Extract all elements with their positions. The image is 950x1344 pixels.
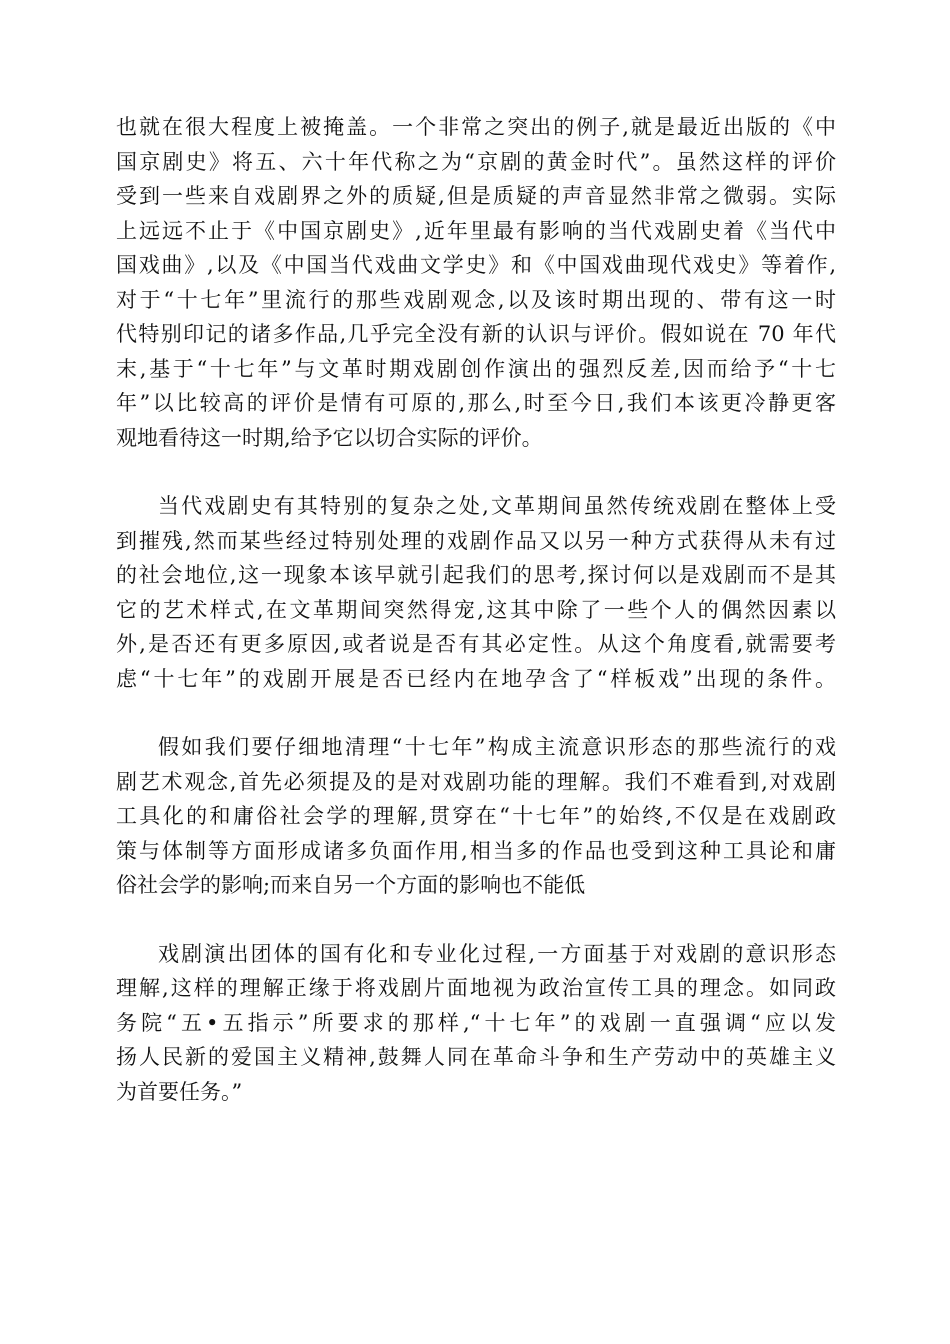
text-line: 当代戏剧史有其特别的复杂之处,文革期间虽然传统戏剧在整体上受 [158, 494, 836, 518]
text-line: 代特别印记的诸多作品,几乎完全没有新的认识与评价。假如说在 70 年代 [116, 322, 836, 346]
text-line: 国戏曲》,以及《中国当代戏曲文学史》和《中国戏曲现代戏史》等着作, [116, 253, 836, 277]
text-line: 剧艺术观念,首先必须提及的是对戏剧功能的理解。我们不难看到,对戏剧 [116, 769, 836, 794]
text-line: 也就在很大程度上被掩盖。一个非常之突出的例子,就是最近出版的《中 [116, 115, 836, 139]
text-line: 外,是否还有更多原因,或者说是否有其必定性。从这个角度看,就需要考 [116, 632, 836, 656]
paragraph-spacer [116, 903, 836, 937]
text-line: 俗社会学的影响;而来自另一个方面的影响也不能低 [116, 873, 586, 897]
paragraph-spacer [116, 696, 836, 730]
paragraph-spacer [116, 455, 836, 489]
text-line: 国京剧史》将五、六十年代称之为“京剧的黄金时代”。虽然这样的评价 [116, 149, 836, 174]
text-line: 的社会地位,这一现象本该早就引起我们的思考,探讨何以是戏剧而不是其 [116, 563, 836, 587]
text-line: 为首要任务。” [116, 1079, 243, 1104]
text-line: 它的艺术样式,在文革期间突然得宠,这其中除了一些个人的偶然因素以 [116, 597, 836, 622]
paragraph-1 [116, 110, 836, 455]
text-line: 戏剧演出团体的国有化和专业化过程,一方面基于对戏剧的意识形态 [158, 941, 836, 966]
text-line: 上远远不止于《中国京剧史》,近年里最有影响的当代戏剧史着《当代中 [116, 218, 836, 243]
text-line: 对于“十七年”里流行的那些戏剧观念,以及该时期出现的、带有这一时 [116, 287, 836, 312]
text-line: 策与体制等方面形成诸多负面作用,相当多的作品也受到这种工具论和庸 [116, 838, 836, 863]
text-line: 理解,这样的理解正缘于将戏剧片面地视为政治宣传工具的理念。如同政 [116, 976, 836, 1000]
text-line: 虑“十七年”的戏剧开展是否已经内在地孕含了“样板戏”出现的条件。 [116, 666, 836, 691]
text-line: 受到一些来自戏剧界之外的质疑,但是质疑的声音显然非常之微弱。实际 [116, 184, 836, 208]
text-line: 务院“五•五指示”所要求的那样,“十七年”的戏剧一直强调“应以发 [116, 1010, 836, 1035]
text-line: 年”以比较高的评价是情有可原的,那么,时至今日,我们本该更冷静更客 [116, 391, 836, 415]
paragraph-4 [116, 937, 836, 1110]
text-line: 工具化的和庸俗社会学的理解,贯穿在“十七年”的始终,不仅是在戏剧政 [116, 804, 836, 828]
text-line: 假如我们要仔细地清理“十七年”构成主流意识形态的那些流行的戏 [158, 735, 836, 759]
text-line: 观地看待这一时期,给予它以切合实际的评价。 [116, 425, 543, 450]
paragraph-2 [116, 489, 836, 696]
text-line: 扬人民新的爱国主义精神,鼓舞人同在革命斗争和生产劳动中的英雄主义 [116, 1045, 836, 1069]
text-line: 到摧残,然而某些经过特别处理的戏剧作品又以另一种方式获得从未有过 [116, 528, 836, 553]
document-page [116, 110, 836, 1109]
paragraph-3 [116, 730, 836, 903]
text-line: 末,基于“十七年”与文革时期戏剧创作演出的强烈反差,因而给予“十七 [116, 356, 836, 381]
